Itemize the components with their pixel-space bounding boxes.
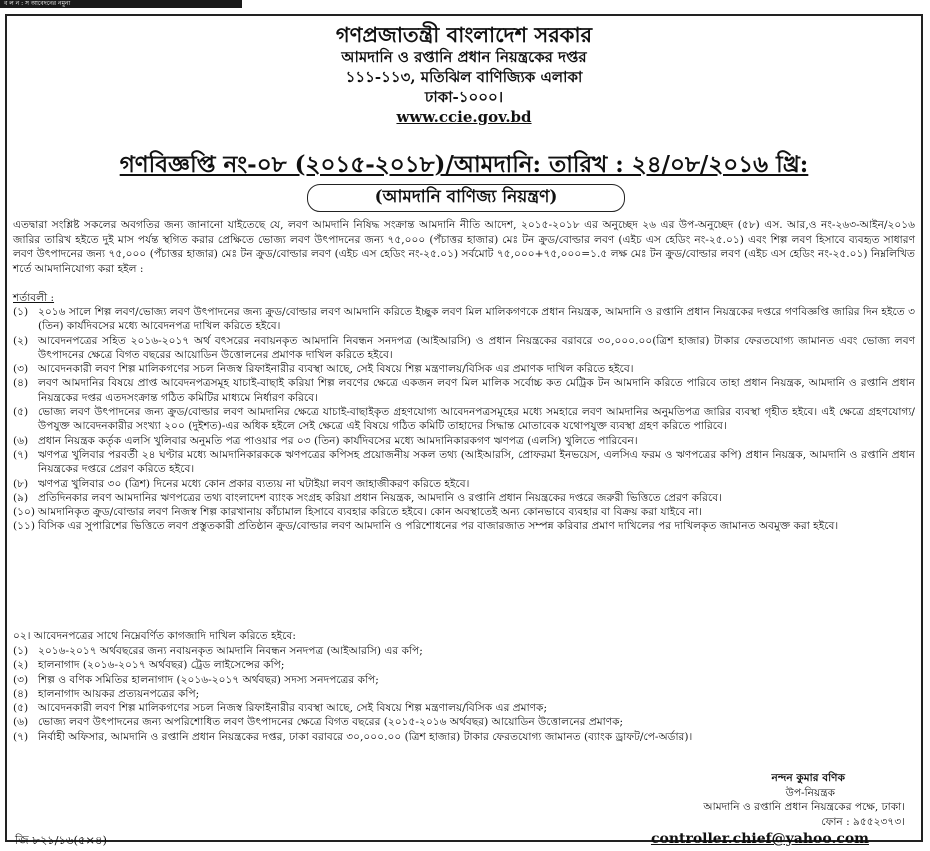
list-item: (৭) ঋণপত্র খুলিবার পরবর্তী ২৪ ঘণ্টার মধ্যে আমদানিকারককে ঋণপত্রের কপিসহ প্রয়োজনীয় সকল তথ্য (আইআরসি, প্রোফরমা ইনভয়েস, এলসিএ ফরম ও ঋণপত্রের কপি) প্রধান নিয়ন্ত্রক, আমদানি ও রপ্তানি প্রধান নিয়ন্ত্রকের দপ্তরে প্রেরণ করিতে হইবে। bbox=[13, 448, 915, 476]
notice-subtitle: (আমদানি বাণিজ্য নিয়ন্ত্রণ) bbox=[307, 184, 625, 212]
conditions-title: শর্তাবলী : bbox=[13, 292, 55, 304]
list-item: (৬) ভোজ্য লবণ উৎপাদনের জন্য অপরিশোধিত লবণ উৎপাদনের ক্ষেত্রে বিগত বছরের (২০১৫-২০১৬ অর্থবছর) আয়োডিন উত্তোলনের প্রমাণক; bbox=[13, 716, 624, 729]
list-item: (১) ২০১৬ সালে শিল্প লবণ/ভোজ্য লবণ উৎপাদনের জন্য ক্রুড/বোল্ডার লবণ আমদানি করিতে ইচ্ছুক লবণ মিল মালিকগণকে প্রধান নিয়ন্ত্রক, আমদানি ও রপ্তানি প্রধান নিয়ন্ত্রকের দপ্তরে গণবিজ্ঞপ্তি জারির দিন হইতে ৩ (তিন) কার্যদিবসের মধ্যে আবেদনপত্র দাখিল করিতে হইবে। bbox=[13, 306, 915, 333]
office-name: আমদানি ও রপ্তানি প্রধান নিয়ন্ত্রকের দপ্তর bbox=[341, 48, 587, 66]
signatory-phone: ফোন : ৯৫৫২৩৭৩। bbox=[821, 815, 905, 828]
list-item: (৩) আবেদনকারী লবণ শিল্প মালিকগণের সচল নিজস্ব রিফাইনারীর ব্যবস্থা আছে, সেই বিষয়ে শিল্প মন্ত্রণালয়/বিসিক এর প্রমাণক দাখিল করিতে হইবে। bbox=[13, 363, 634, 376]
list-item: (২) আবেদনপত্রের সহিত ২০১৬-২০১৭ অর্থ বৎসরের নবায়নকৃত আমদানি নিবন্ধন সনদপত্র (আইআরসি) ও প্রধান নিয়ন্ত্রকের বরাবরে ৩০,০০০.০০(ত্রিশ হাজার) টাকার ফেরতযোগ্য জামানত এবং ভোজ্য লবণ উৎপাদনের ক্ষেত্রে বিগত বছরের আয়োডিন উত্তোলনের প্রমাণক দাখিল করিতে হইবে। bbox=[13, 334, 915, 361]
header bbox=[7, 22, 921, 127]
signature-block bbox=[703, 771, 905, 829]
list-item: (২) হালনাগাদ (২০১৬-২০১৭ অর্থবছর) ট্রেড লাইসেন্সের কপি; bbox=[13, 659, 285, 672]
email-link[interactable]: controller.chief@yahoo.com bbox=[650, 831, 869, 847]
list-item: (৫) আবেদনকারী লবণ শিল্প মালিকগণের সচল নিজস্ব রিফাইনারীর ব্যবস্থা আছে, সেই বিষয়ে শিল্প মন্ত্রণালয়/বিসিক এর প্রমাণক; bbox=[13, 702, 548, 715]
signatory-office: আমদানি ও রপ্তানি প্রধান নিয়ন্ত্রকের পক্ষে, ঢাকা। bbox=[703, 801, 905, 813]
office-city: ঢাকা-১০০০। bbox=[424, 88, 504, 106]
government-name: গণপ্রজাতন্ত্রী বাংলাদেশ সরকার bbox=[335, 22, 593, 47]
list-item: (১) ২০১৬-২০১৭ অর্থবছরের জন্য নবায়নকৃত আমদানি নিবন্ধন সনদপত্র (আইআরসি) এর কপি; bbox=[13, 645, 423, 657]
signatory-name: নন্দন কুমার বণিক bbox=[771, 772, 845, 784]
list-item: (১০) আমদানিকৃত ক্রুড/বোল্ডার লবণ নিজস্ব শিল্প কারখানায় কাঁচামাল হিসাবে ব্যবহার করিতে হইবে। কোন অবস্থাতেই অন্য কোনভাবে ব্যবহার বা বিক্রয় করা যাইবে না। bbox=[13, 506, 702, 519]
list-item: (৭) নির্বাহী অফিসার, আমদানি ও রপ্তানি প্রধান নিয়ন্ত্রকের দপ্তর, ঢাকা বরাবরে ৩০,০০০.০০ (ত্রিশ হাজার) টাকার ফেরতযোগ্য জামানত (ব্যাংক ড্রাফট/পে-অর্ডার)। bbox=[13, 730, 693, 743]
list-item: (৪) হালনাগাদ আয়কর প্রত্যয়নপত্রের কপি; bbox=[13, 687, 200, 700]
documents-title: ০২। আবেদনপত্রের সাথে নিম্নেবর্ণিত কাগজাদি দাখিল করিতে হইবে: bbox=[13, 630, 296, 642]
top-strip: ব ল ন : স আবেদনের নমুনা bbox=[0, 0, 242, 8]
signatory-designation: উপ-নিয়ন্ত্রক bbox=[785, 786, 835, 799]
list-item: (৫) ভোজ্য লবণ উৎপাদনের জন্য ক্রুড/বোল্ডার লবণ আমদানির ক্ষেত্রে যাচাই-বাছাইকৃত গ্রহণযোগ্য আবেদনপত্রসমূহের মধ্যে সমহারে লবণ আমদানির অনুমতিপত্র জারির ব্যবস্থা গৃহীত হইবে। এই ক্ষেত্রে গ্রহণযোগ্য/উপযুক্ত আবেদনকারীর সংখ্যা ২০০ (দুইশত)-এর অধিক হইলে সেই ক্ষেত্রে এই বিষয়ে গঠিত কমিটি তাহাদের সিদ্ধান্ত মোতাবেক যথোপযুক্ত ব্যবস্থা গ্রহণ করিতে পারিবে। bbox=[13, 406, 915, 433]
website-link[interactable]: www.ccie.gov.bd bbox=[396, 108, 532, 126]
documents-list bbox=[13, 644, 915, 744]
intro-paragraph: এতদ্বারা সংশ্লিষ্ট সকলের অবগতির জন্য জানানো যাইতেছে যে, লবণ আমদানি নিষিদ্ধ সংক্রান্ত আমদানি নীতি আদেশ, ২০১৫-২০১৮ এর অনুচ্ছেদ ২৬ এর উপ-অনুচ্ছেদ (৫৮) এস. আর,ও নং-২৬৩-আইন/২০১৬ জারির তারিখ হইতে দুই মাস পর্যন্ত স্থগিত করার প্রেক্ষিতে ভোজ্য লবণ উৎপাদনের জন্য ৭৫,০০০ (পঁচাত্তর হাজার) মেঃ টন ক্রুড/বোল্ডার লবণ (এইচ এস হেডিং নং-২৫.০১) এবং শিল্প লবণ হিসাবে ব্যবহৃত সাধারণ লবণ উৎপাদনের জন্য ৭৫,০০০ (পঁচাত্তর হাজার) মেঃ টন ক্রুড/বোল্ডার লবণ (এইচ এস হেডিং নং-২৫.০১) সর্বমোট ৭৫,০০০+৭৫,০০০=১.৫ লক্ষ মেঃ টন ক্রুড/বোল্ডার লবণ (এইচ এস হেডিং নং-২৫.০১) নিম্নলিখিত শর্তে আমদানিযোগ্য করা হইল : bbox=[13, 219, 915, 275]
notice-frame bbox=[5, 14, 923, 847]
list-item: (৩) শিল্প ও বণিক সমিতির হালনাগাদ (২০১৬-২০১৭ অর্থবছর) সদস্য সনদপত্রের কপি; bbox=[13, 673, 379, 686]
notice-title: গণবিজ্ঞপ্তি নং-০৮ (২০১৫-২০১৮)/আমদানি: তারিখ : ২৪/০৮/২০১৬ খ্রি: bbox=[119, 151, 809, 178]
list-item: (৮) ঋণপত্র খুলিবার ৩০ (ত্রিশ) দিনের মধ্যে কোন প্রকার ব্যত্যয় না ঘটাইয়া লবণ জাহাজীকরণ করিতে হইবে। bbox=[13, 477, 470, 490]
list-item: (৪) লবণ আমদানির বিষয়ে প্রাপ্ত আবেদনপত্রসমূহ যাচাই-বাছাই করিয়া শিল্প লবণের ক্ষেত্রে একজন লবণ মিল মালিক সর্বোচ্চ কত মেট্রিক টন আমদানি করিতে পারিবে তাহা প্রধান নিয়ন্ত্রক, আমদানি ও রপ্তানি প্রধান নিয়ন্ত্রকের দপ্তর এতদসংক্রান্ত গঠিত কমিটির মাধ্যমে নির্ধারণ করিবে। bbox=[13, 377, 915, 404]
list-item: (১১) বিসিক এর সুপারিশের ভিত্তিতে লবণ প্রস্তুতকারী প্রতিষ্ঠান ক্রুড/বোল্ডার লবণ আমদানি ও পরিশোধনের পর বাজারজাত সম্পন্ন করিবার প্রমাণ দাখিলের পর দাখিলকৃত জামানত অবমুক্ত করা হইবে। bbox=[13, 520, 839, 533]
list-item: (৬) প্রধান নিয়ন্ত্রক কর্তৃক এলসি খুলিবার অনুমতি পত্র পাওয়ার পর ০৩ (তিন) কার্যদিবসের মধ্যে আমদানিকারকগণ ঋণপত্র (এলসি) খুলিতে পারিবেন। bbox=[13, 434, 638, 447]
conditions-list bbox=[13, 305, 915, 534]
publication-code: জি ৮২১/১৬(৫×৪) bbox=[15, 833, 107, 847]
office-address: ১১১-১১৩, মতিঝিল বাণিজ্যিক এলাকা bbox=[345, 68, 583, 86]
list-item: (৯) প্রতিদিনকার লবণ আমদানির ঋণপত্রের তথ্য বাংলাদেশ ব্যাংক সংগ্রহ করিয়া প্রধান নিয়ন্ত্রক, আমদানি ও রপ্তানি প্রধান নিয়ন্ত্রকের দপ্তরে জরুরী ভিত্তিতে প্রেরণ করিবে। bbox=[13, 491, 722, 504]
